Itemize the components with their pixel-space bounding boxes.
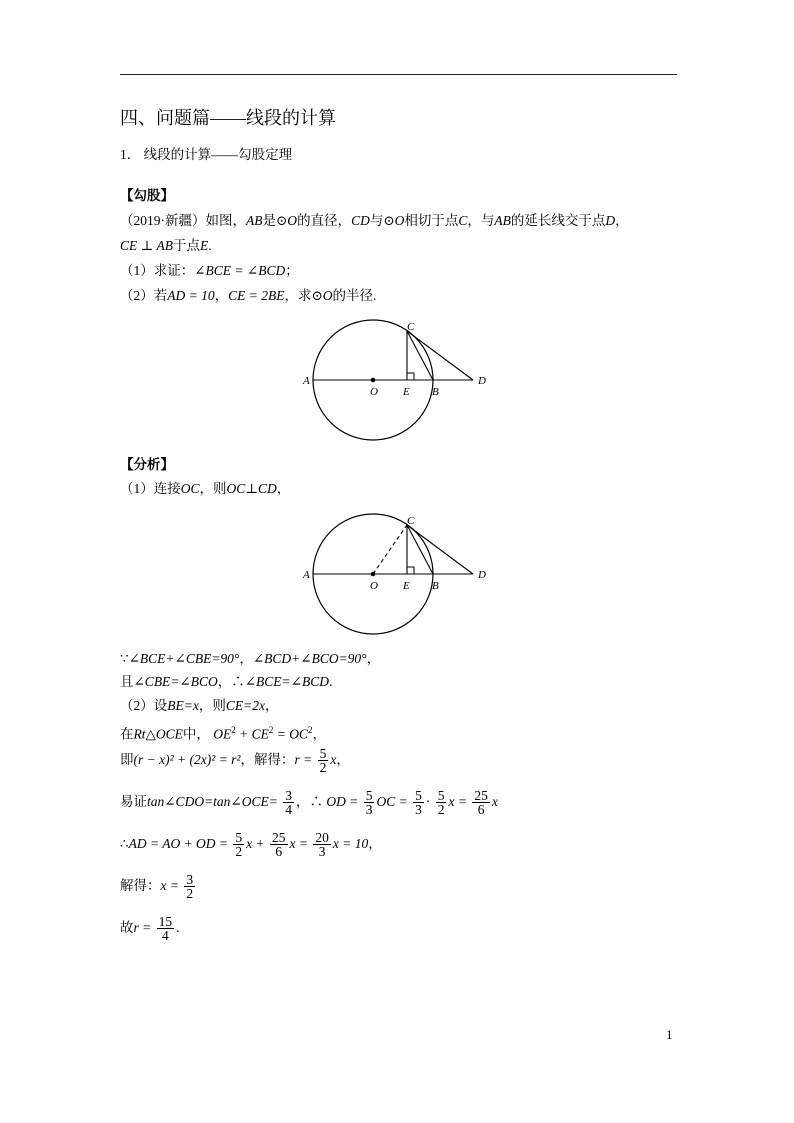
- question-2: （2）若AD = 10，CE = 2BE，求⊙O的半径.: [120, 288, 377, 303]
- analysis-tag: 【分析】: [120, 457, 174, 472]
- analysis-line-2: ∵∠BCE+∠CBE=90°，∠BCD+∠BCO=90°，: [120, 651, 381, 666]
- section-heading: 四、问题篇——线段的计算: [120, 108, 336, 128]
- label-b: B: [432, 386, 439, 398]
- label-o: O: [370, 386, 378, 398]
- label-a: A: [303, 375, 310, 387]
- analysis-line-7: 易证tan∠CDO=tan∠OCE= $\frac{3}{4}$ ，∴ OD = $\frac{5}{3}$ OC = $\frac{5}{3}$ · $\frac{5}{2}$ x = $\frac{25}{6}$ x: [120, 788, 498, 818]
- label-c: C: [407, 515, 415, 527]
- right-angle-mark: [407, 373, 414, 380]
- label-d: D: [478, 375, 486, 387]
- analysis-step-1: （1）连接OC，则OC⊥CD，: [120, 481, 291, 496]
- tangent-cd: [407, 331, 473, 380]
- problem-line-2: CE ⊥ AB于点E.: [120, 238, 212, 253]
- question-1: （1）求证：∠BCE = ∠BCD；: [120, 263, 299, 278]
- analysis-line-4: （2）设BE=x，则CE=2x，: [120, 698, 279, 713]
- center-point: [371, 572, 376, 577]
- right-angle-mark: [407, 567, 414, 574]
- label-o: O: [370, 580, 378, 592]
- problem-line-1: （2019·新疆）如图，AB是⊙O的直径，CD与⊙O相切于点C，与AB的延长线交于点D，: [120, 213, 629, 228]
- label-c: C: [407, 321, 415, 333]
- analysis-line-9: 解得：x = $\frac{3}{2}$: [120, 872, 194, 902]
- label-e: E: [403, 580, 410, 592]
- analysis-line-5: 在Rt△OCE中， $OE^2 + CE^2 = OC^2$，: [120, 725, 327, 742]
- analysis-line-3: 且∠CBE=∠BCO，∴∠BCE=∠BCD.: [120, 674, 333, 689]
- figure-1: [300, 318, 500, 446]
- label-a: A: [303, 569, 310, 581]
- label-e: E: [403, 386, 410, 398]
- dashed-oc: [373, 525, 407, 574]
- tangent-cd: [407, 525, 473, 574]
- header-rule: [120, 74, 677, 75]
- topic-tag: 【勾股】: [120, 188, 174, 203]
- page-number: 1: [666, 1027, 673, 1042]
- label-d: D: [478, 569, 486, 581]
- sub-heading: 1． 线段的计算——勾股定理: [120, 147, 293, 162]
- center-point: [371, 378, 376, 383]
- analysis-line-10: 故r = $\frac{15}{4}$ .: [120, 914, 180, 944]
- figure-2: [300, 512, 500, 640]
- analysis-line-6: 即(r − x)² + (2x)² = r²，解得：r = $\frac{5}{2}$ x，: [120, 746, 350, 776]
- label-b: B: [432, 580, 439, 592]
- analysis-line-8: ∴AD = AO + OD = $\frac{5}{2}$ x + $\frac{25}{6}$ x = $\frac{20}{3}$ x = 10，: [120, 830, 382, 860]
